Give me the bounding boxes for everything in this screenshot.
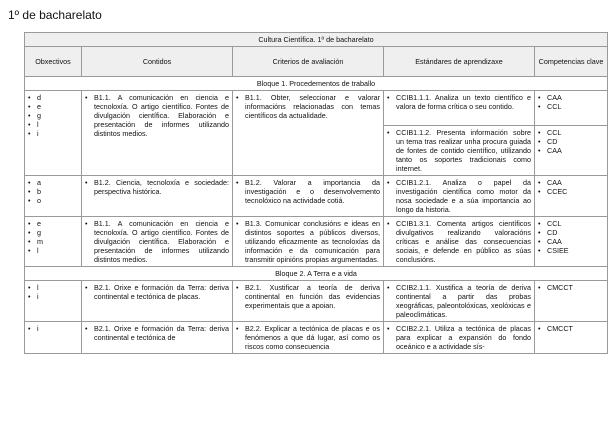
- objectives-cell: [25, 322, 82, 354]
- table-row: [25, 281, 608, 322]
- objectives-cell: [25, 281, 82, 322]
- contents-cell: [82, 322, 233, 354]
- header-contents: Contidos: [82, 47, 233, 77]
- list-item: • l: [28, 283, 78, 292]
- criteria-cell: [233, 281, 384, 322]
- objectives-cell: [25, 176, 82, 217]
- criteria-cell: [233, 91, 384, 176]
- list-item: • g: [28, 228, 78, 237]
- criteria-cell: [233, 322, 384, 354]
- block-2-heading: Bloque 2. A Terra e a vida: [25, 267, 608, 281]
- list-item: • CCIB1.1.1. Analiza un texto científico e valora de forma crítica o seu contido.: [387, 93, 531, 111]
- competences-cell: [535, 176, 608, 217]
- table-title: Cultura Científica. 1º de bacharelato: [25, 33, 608, 47]
- list-item: • a: [28, 178, 78, 187]
- competences-cell: [535, 281, 608, 322]
- list-item: • CCIB1.1.2. Presenta información sobre un tema tras realizar unha procura guiada de fontes de contido científico, utilizando tanto os soportes tradicionais como internet.: [387, 128, 531, 173]
- standards-cell: [384, 322, 535, 354]
- list-item: • CMCCT: [538, 283, 604, 292]
- table-row: [25, 91, 608, 126]
- curriculum-table: [24, 32, 608, 354]
- list-item: • B1.1. A comunicación en ciencia e tecnoloxía. O artigo científico. Fontes de divulgación científica. Elaboración e presentación de informes utilizando distintos medios.: [85, 93, 229, 138]
- list-item: • o: [28, 196, 78, 205]
- table-row: [25, 217, 608, 267]
- list-item: • CAA: [538, 93, 604, 102]
- list-item: • CAA: [538, 146, 604, 155]
- list-item: • e: [28, 102, 78, 111]
- list-item: • B1.3. Comunicar conclusións e ideas en distintos soportes a públicos diversos, utilizando eficazmente as tecnoloxías da información e da comunicación para transmitir opinións propias argumentadas.: [236, 219, 380, 264]
- block-1-heading: Bloque 1. Procedementos de traballo: [25, 77, 608, 91]
- list-item: • CCIB1.2.1. Analiza o papel da investigación científica como motor da nosa sociedade e a súa importancia ao longo da historia.: [387, 178, 531, 214]
- list-item: • d: [28, 93, 78, 102]
- list-item: • CCL: [538, 102, 604, 111]
- list-item: • B2.1. Xustificar a teoría de deriva continental en función das evidencias experimentais que a apoian.: [236, 283, 380, 310]
- list-item: • CD: [538, 137, 604, 146]
- list-item: • g: [28, 111, 78, 120]
- contents-cell: [82, 176, 233, 217]
- list-item: • e: [28, 219, 78, 228]
- list-item: • CD: [538, 228, 604, 237]
- list-item: • CCIB2.1.1. Xustifica a teoría de deriva continental a partir das probas xeográficas, paleontolóxicas, xeolóxicas e paleoclimáticas.: [387, 283, 531, 319]
- standards-cell: [384, 281, 535, 322]
- list-item: • i: [28, 129, 78, 138]
- list-item: • m: [28, 237, 78, 246]
- list-item: • CCL: [538, 128, 604, 137]
- table-row: [25, 322, 608, 354]
- list-item: • B1.1. Obter, seleccionar e valorar informacións relacionadas con temas científicos da actualidade.: [236, 93, 380, 120]
- list-item: • i: [28, 324, 78, 333]
- list-item: • B2.1. Orixe e formación da Terra: deriva continental e tectónica de: [85, 324, 229, 342]
- list-item: • l: [28, 246, 78, 255]
- header-criteria: Criterios de avaliación: [233, 47, 384, 77]
- standards-cell: [384, 217, 535, 267]
- list-item: • CCL: [538, 219, 604, 228]
- competences-cell: [535, 217, 608, 267]
- list-item: • B1.2. Valorar a importancia da investigación e o desenvolvemento tecnolóxico na actividade cotiá.: [236, 178, 380, 205]
- objectives-cell: [25, 217, 82, 267]
- table-row: [25, 176, 608, 217]
- list-item: • B2.1. Orixe e formación da Terra: deriva continental e tectónica de placas.: [85, 283, 229, 301]
- objectives-cell: [25, 91, 82, 176]
- list-item: • CMCCT: [538, 324, 604, 333]
- list-item: • CCIB2.2.1. Utiliza a tectónica de placas para explicar a expansión do fondo oceánico e a actividade sís-: [387, 324, 531, 351]
- header-objectives: Obxectivos: [25, 47, 82, 77]
- contents-cell: [82, 91, 233, 176]
- criteria-cell: [233, 217, 384, 267]
- list-item: • l: [28, 120, 78, 129]
- list-item: • B1.1. A comunicación en ciencia e tecnoloxía. O artigo científico. Fontes de divulgación científica. Elaboración e presentación de informes utilizando distintos medios.: [85, 219, 229, 264]
- competences-cell: [535, 126, 608, 176]
- standards-cell: [384, 176, 535, 217]
- page-title: 1º de bacharelato: [8, 8, 102, 22]
- criteria-cell: [233, 176, 384, 217]
- standards-cell: [384, 91, 535, 126]
- contents-cell: [82, 281, 233, 322]
- contents-cell: [82, 217, 233, 267]
- list-item: • b: [28, 187, 78, 196]
- header-competences: Competencias clave: [535, 47, 608, 77]
- list-item: • CAA: [538, 237, 604, 246]
- list-item: • CSIEE: [538, 246, 604, 255]
- competences-cell: [535, 91, 608, 126]
- competences-cell: [535, 322, 608, 354]
- list-item: • CCIB1.3.1. Comenta artigos científicos divulgativos realizando valoracións críticas e análise das consecuencias sociais, e defende en público as súas conclusións.: [387, 219, 531, 264]
- standards-cell: [384, 126, 535, 176]
- list-item: • i: [28, 292, 78, 301]
- list-item: • CCEC: [538, 187, 604, 196]
- list-item: • CAA: [538, 178, 604, 187]
- header-standards: Estándares de aprendizaxe: [384, 47, 535, 77]
- list-item: • B2.2. Explicar a tectónica de placas e os fenómenos a que dá lugar, así como os riscos como consecuencia: [236, 324, 380, 351]
- list-item: • B1.2. Ciencia, tecnoloxía e sociedade: perspectiva histórica.: [85, 178, 229, 196]
